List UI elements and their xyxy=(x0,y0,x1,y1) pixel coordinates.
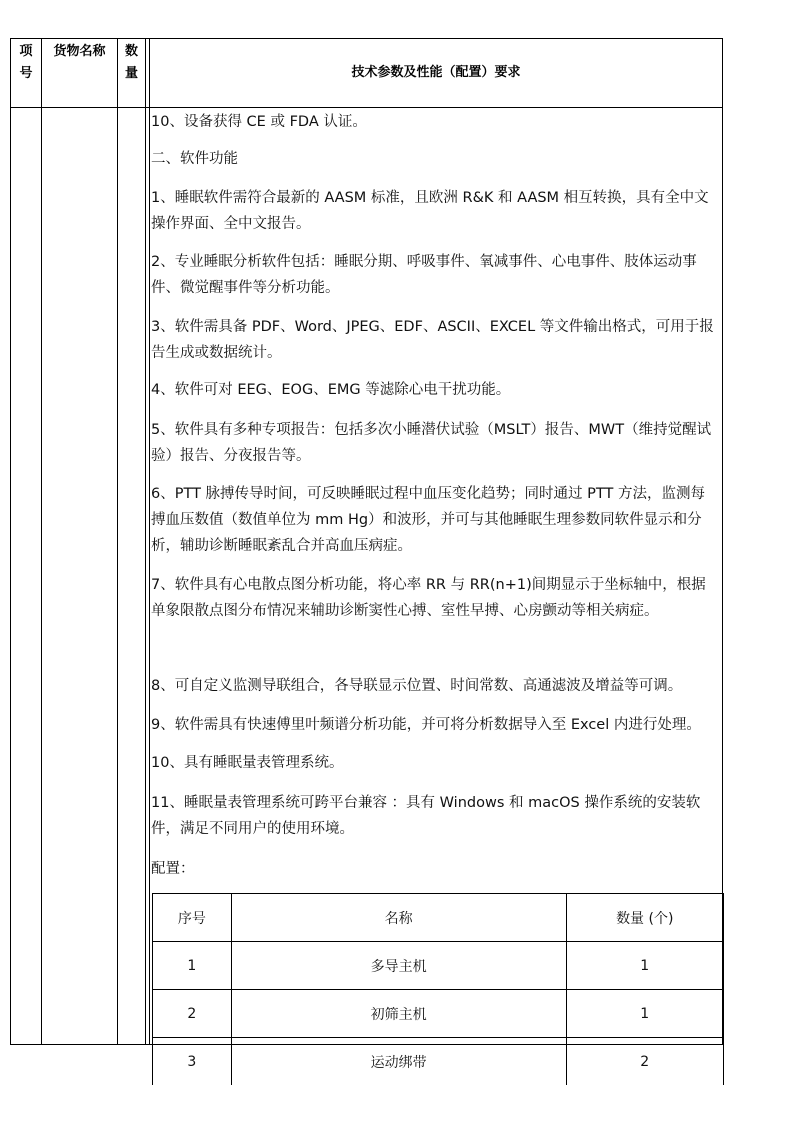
spec-section-heading: 二、软件功能 xyxy=(151,151,238,167)
spec-paragraph: 2、专业睡眠分析软件包括：睡眠分期、呼吸事件、氧减事件、心电事件、肢体运动事件、微觉醒事件等分析功能。 xyxy=(151,254,697,296)
header-divider xyxy=(11,107,722,108)
spec-paragraph: 8、可自定义监测导联组合，各导联显示位置、时间常数、高通滤波及增益等可调。 xyxy=(151,678,683,694)
spec-paragraph: 3、软件需具备 PDF、Word、JPEG、EDF、ASCII、EXCEL 等文件输出格式，可用于报告生成或数据统计。 xyxy=(151,319,714,361)
config-label: 配置： xyxy=(151,861,195,877)
config-header-quantity: 数量 (个) xyxy=(566,894,724,942)
config-header-name: 名称 xyxy=(231,894,566,942)
config-header-index: 序号 xyxy=(153,894,232,942)
spec-paragraph: 4、软件可对 EEG、EOG、EMG 等滤除心电干扰功能。 xyxy=(151,382,511,398)
spec-paragraph: 5、软件具有多种专项报告：包括多次小睡潜伏试验（MSLT）报告、MWT（维持觉醒试验）报告、分夜报告等。 xyxy=(151,422,712,464)
header-item-number xyxy=(11,39,41,107)
spec-paragraph: 10、具有睡眠量表管理系统。 xyxy=(151,755,344,771)
header-spec-text: 技术参数及性能（配置）要求 xyxy=(351,65,521,80)
column-divider xyxy=(117,39,118,1044)
header-item-number-line2: 号 xyxy=(19,66,33,81)
table-row xyxy=(153,1038,724,1086)
table-row xyxy=(153,990,724,1038)
header-spec xyxy=(150,39,722,107)
header-quantity-line1: 数 xyxy=(124,44,138,59)
config-cell-name: 运动绑带 xyxy=(231,1038,566,1086)
spec-paragraph: 1、睡眠软件需符合最新的 AASM 标准，且欧洲 R&K 和 AASM 相互转换，具有全中文操作界面、全中文报告。 xyxy=(151,190,709,232)
table-row xyxy=(153,942,724,990)
config-cell-quantity: 2 xyxy=(566,1038,724,1086)
column-divider xyxy=(41,39,42,1044)
header-item-number-line1: 项 xyxy=(19,44,33,59)
spec-paragraph: 6、PTT 脉搏传导时间，可反映睡眠过程中血压变化趋势；同时通过 PTT 方法，监测每搏血压数值（数值单位为 mm Hg）和波形，并可与其他睡眠生理参数同软件显示和分析，辅助诊断睡眠紊乱合并高血压病症。 xyxy=(151,486,705,554)
spec-paragraph: 11、睡眠量表管理系统可跨平台兼容 ：具有 Windows 和 macOS 操作系统的安装软件，满足不同用户的使用环境。 xyxy=(151,795,701,837)
header-quantity xyxy=(118,39,145,107)
spec-paragraph: 7、软件具有心电散点图分析功能，将心率 RR 与 RR(n+1)间期显示于坐标轴中，根据单象限散点图分布情况来辅助诊断窦性心搏、室性早搏、心房颤动等相关病症。 xyxy=(151,577,706,619)
config-header-row xyxy=(153,894,724,942)
spec-paragraph: 9、软件需具有快速傅里叶频谱分析功能，并可将分析数据导入至 Excel 内进行处理。 xyxy=(151,717,701,733)
config-cell-index: 1 xyxy=(153,942,232,990)
config-cell-index: 3 xyxy=(153,1038,232,1086)
header-goods-name xyxy=(42,39,117,107)
procurement-table xyxy=(10,38,723,1071)
config-cell-quantity: 1 xyxy=(566,942,724,990)
config-cell-quantity: 1 xyxy=(566,990,724,1038)
config-cell-index: 2 xyxy=(153,990,232,1038)
column-divider xyxy=(149,39,150,1044)
column-divider xyxy=(145,39,146,1044)
spec-paragraph: 10、设备获得 CE 或 FDA 认证。 xyxy=(151,114,367,130)
config-cell-name: 多导主机 xyxy=(231,942,566,990)
header-goods-name-text: 货物名称 xyxy=(53,44,106,59)
config-table xyxy=(152,893,724,1085)
config-cell-name: 初筛主机 xyxy=(231,990,566,1038)
header-quantity-line2: 量 xyxy=(124,66,138,81)
